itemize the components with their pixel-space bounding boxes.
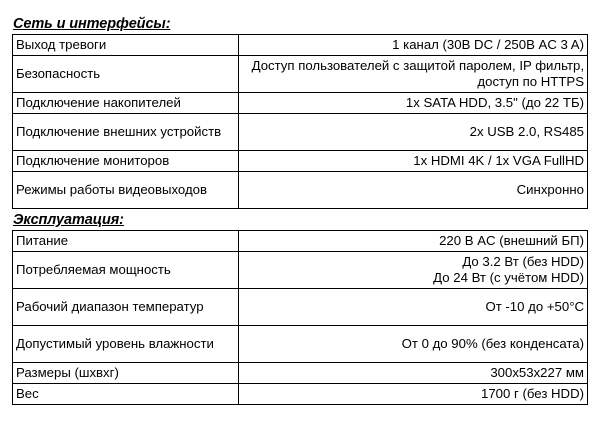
spec-label: Потребляемая мощность [13,252,239,289]
spec-section [12,212,588,405]
spec-label: Допустимый уровень влажности [13,326,239,363]
spec-value: 220 В AC (внешний БП) [239,231,588,252]
table-row [13,151,588,172]
table-row [13,114,588,151]
table-row [13,35,588,56]
section-title: Сеть и интерфейсы: [13,16,171,32]
table-row [13,231,588,252]
sections-container [12,16,588,405]
spec-value: 2x USB 2.0, RS485 [239,114,588,151]
spec-label: Безопасность [13,56,239,93]
spec-value: До 3.2 Вт (без HDD) До 24 Вт (с учётом HDD) [239,252,588,289]
table-row [13,289,588,326]
table-row [13,363,588,384]
section-title: Эксплуатация: [13,212,124,228]
table-row [13,56,588,93]
spec-label: Подключение накопителей [13,93,239,114]
spec-label: Подключение мониторов [13,151,239,172]
spec-section [12,16,588,209]
spec-label: Вес [13,384,239,405]
spec-value: 1 канал (30В DC / 250В AC 3 A) [239,35,588,56]
spec-label: Питание [13,231,239,252]
spec-value: 1x SATA HDD, 3.5" (до 22 ТБ) [239,93,588,114]
spec-label: Размеры (шxвxг) [13,363,239,384]
spec-value: Доступ пользователей с защитой паролем, IP фильтр, доступ по HTTPS [239,56,588,93]
spec-value: 300x53x227 мм [239,363,588,384]
spec-label: Режимы работы видеовыходов [13,172,239,209]
spec-value: От -10 до +50°C [239,289,588,326]
table-row [13,326,588,363]
spec-table [12,34,588,209]
spec-label: Выход тревоги [13,35,239,56]
spec-value: Синхронно [239,172,588,209]
table-row [13,384,588,405]
spec-value: От 0 до 90% (без конденсата) [239,326,588,363]
table-row [13,93,588,114]
table-row [13,252,588,289]
spec-label: Рабочий диапазон температур [13,289,239,326]
spec-value: 1700 г (без HDD) [239,384,588,405]
spec-value: 1x HDMI 4K / 1x VGA FullHD [239,151,588,172]
spec-label: Подключение внешних устройств [13,114,239,151]
spec-table [12,230,588,405]
table-row [13,172,588,209]
